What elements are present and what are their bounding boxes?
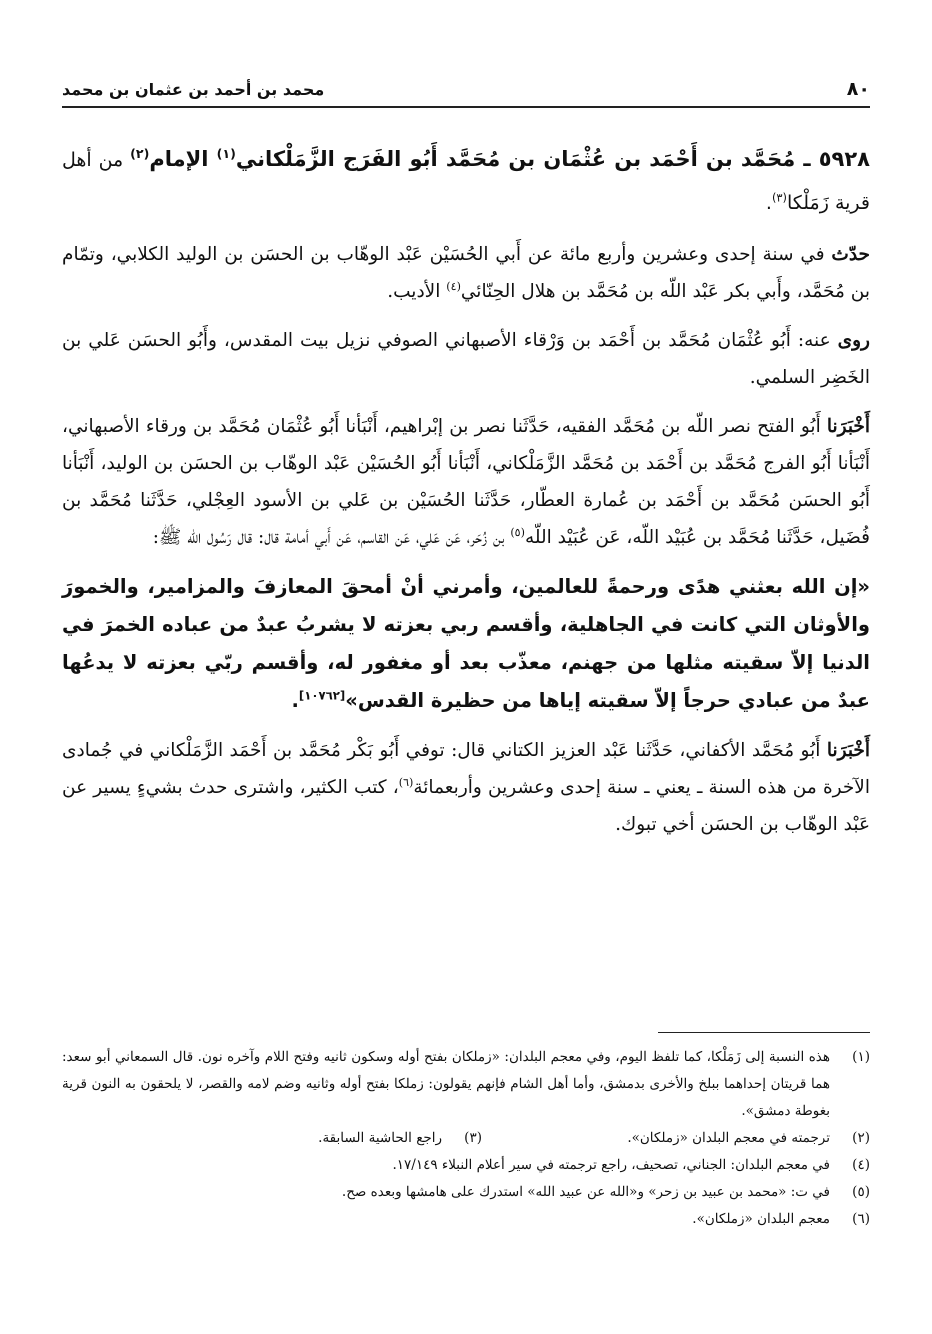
paragraph-keyword: أَخْبَرَنا <box>826 740 870 761</box>
footnotes <box>62 1044 870 1233</box>
entry-name: ٥٩٢٨ ـ مُحَمَّد بن أَحْمَد بن عُثْمَان بن مُحَمَّد أَبُو الفَرَج الزَّمَلْكاني <box>235 147 870 171</box>
footnote-text: في ت: «محمد بن عبيد بن زحر» و«الله عن عبيد الله» استدرك على هامشها وبعده صح. <box>341 1184 830 1200</box>
footnote-3 <box>318 1125 482 1152</box>
paragraph-keyword: روى <box>837 330 870 351</box>
footnote-text: هذه النسبة إلى زَمَلْكا، كما تلفظ اليوم، وفي معجم البلدان: «زملكان بفتح أوله وسكون ثانيه وفتح اللام وآخره نون. قال السمعاني أبو سعد: هما قريتان إحداهما ببلخ والأخرى بدمشق، وأما أهل الشام فإنهم يقولون: زملكا بفتح أوله وثانيه وضم لامه والقصر، لا يلحقون به النون قرية بغوطة دمشق». <box>62 1049 830 1119</box>
footnote-row <box>62 1125 870 1152</box>
paragraph-text: ، كتب الكثير، واشترى حدث بشيءٍ يسير عن عَبْد الوهّاب بن الحسَن أخي تبوك. <box>62 777 870 835</box>
footnote-number: (٥) <box>852 1184 870 1200</box>
paragraph-text: بن زُحَر، عَن عَلي، عَن القاسم، عَن أَبي أمامة قال: قال رَسُول اللّه ﷺ: <box>152 527 511 548</box>
footnote-number: (٣) <box>464 1130 482 1146</box>
page-number: ٨٠ <box>846 78 870 100</box>
entry-period: . <box>765 192 772 214</box>
footnote-ref[interactable]: (٥) <box>510 525 525 539</box>
footnote-number: (٤) <box>852 1157 870 1173</box>
footnote-number: (٦) <box>852 1211 870 1227</box>
footnote-ref[interactable]: (١) <box>216 146 236 161</box>
footnote-divider <box>658 1032 870 1033</box>
entry-title: الإمام <box>149 147 217 171</box>
hadith-number: [١٠٧٦٢] <box>298 688 346 703</box>
footnote-text: راجع الحاشية السابقة. <box>318 1130 442 1146</box>
paragraph-keyword: حدّث <box>831 244 870 265</box>
footnote-ref[interactable]: (٢) <box>130 146 150 161</box>
paragraph-keyword: أَخْبَرَنا <box>826 416 870 437</box>
paragraph-transmitters <box>62 322 870 396</box>
footnote-5 <box>62 1179 870 1206</box>
footnote-1 <box>62 1044 870 1125</box>
hadith-end: . <box>291 689 299 712</box>
main-text <box>62 138 870 855</box>
footnote-text: في معجم البلدان: الجناني، تصحيف، راجع ترجمته في سير أعلام النبلاء ١٧/١٤٩. <box>392 1157 830 1173</box>
entry-origin: من أهل قرية زَمَلْكا <box>62 149 870 214</box>
footnote-number: (٢) <box>852 1130 870 1146</box>
footnote-text: معجم البلدان «زملكان». <box>692 1211 830 1227</box>
footnote-2 <box>482 1125 870 1152</box>
entry-heading <box>62 138 870 224</box>
paragraph-text: أَبُو مُحَمَّد الأكفاني، حَدَّثَنا عَبْد العزيز الكتاني قال: توفي أَبُو بَكْر مُحَمَّد بن أَحْمَد الزَّمَلْكاني في جُمادى الآخرة من هذه السنة ـ يعني ـ سنة إحدى وعشرين وأربعمائة <box>62 740 870 798</box>
footnote-ref[interactable]: (٤) <box>446 279 461 293</box>
footnote-ref[interactable]: (٦) <box>398 775 414 789</box>
footnote-text: ترجمته في معجم البلدان «زملكان». <box>627 1130 830 1146</box>
paragraph-text: في سنة إحدى وعشرين وأربع مائة عن أَبي الحُسَيْن عَبْد الوهّاب بن الحسَن بن الوليد الكلابي، وتمّام بن مُحَمَّد، وأَبي بكر عَبْد اللّه بن مُحَمَّد بن هلال الحِنّائي <box>62 244 870 302</box>
paragraph-text: عنه: أَبُو عُثْمَان مُحَمَّد بن أَحْمَد بن وَرْقاء الأصبهاني الصوفي نزيل بيت المقدس، وأَبُو الحسَن عَلي بن الخَضِر السلمي. <box>62 330 870 388</box>
paragraph-death <box>62 732 870 843</box>
hadith-body: «إن الله بعثني هدًى ورحمةً للعالمين، وأمرني أنْ أمحقَ المعازفَ والمزامير، والخمورَ والأوثان التي كانت في الجاهلية، وأقسم ربي بعزته لا يشربُ عبدٌ من عباده الخمرَ في الدنيا إلاّ سقيته مثلها من جهنم، معذّب بعد أو مغفور له، وأقسم ربّي بعزته لا يدعُها عبدٌ من عبادي حرجاً إلاّ سقيته إياها من حظيرة القدس» <box>62 575 870 712</box>
page-header <box>62 72 870 108</box>
footnote-4 <box>62 1152 870 1179</box>
paragraph-isnad <box>62 408 870 556</box>
paragraph-narrated <box>62 236 870 310</box>
hadith-text <box>62 568 870 720</box>
paragraph-text: أَبُو الفتح نصر اللّه بن مُحَمَّد الفقيه، حَدَّثَنا نصر بن إبْراهيم، أَنْبَأنا أَبُو عُثْمَان مُحَمَّد بن ورقاء الأصبهاني، أَنْبَأنا أَبُو الفرج مُحَمَّد بن أَحْمَد بن مُحَمَّد الزَّمَلْكاني، أَنْبَأنا أَبُو الحُسَيْن عَبْد الوهّاب بن الحسَن بن الوليد، أَنْبَأنا أَبُو الحسَن مُحَمَّد بن أَحْمَد بن عُمارة العطّار، حَدَّثَنا الحُسَيْن بن عَلي بن الأسود العِجْلي، حَدَّثَنا مُحَمَّد بن فُضَيل، حَدَّثَنا مُحَمَّد بن عُبَيْد اللّه، عَن عُبَيْد اللّه <box>62 416 870 548</box>
footnote-6 <box>62 1206 870 1233</box>
paragraph-text: الأديب. <box>387 281 447 302</box>
footnote-number: (١) <box>852 1049 870 1065</box>
footnote-ref[interactable]: (٣) <box>771 190 787 205</box>
running-title: محمد بن أحمد بن عثمان بن محمد <box>62 79 325 99</box>
